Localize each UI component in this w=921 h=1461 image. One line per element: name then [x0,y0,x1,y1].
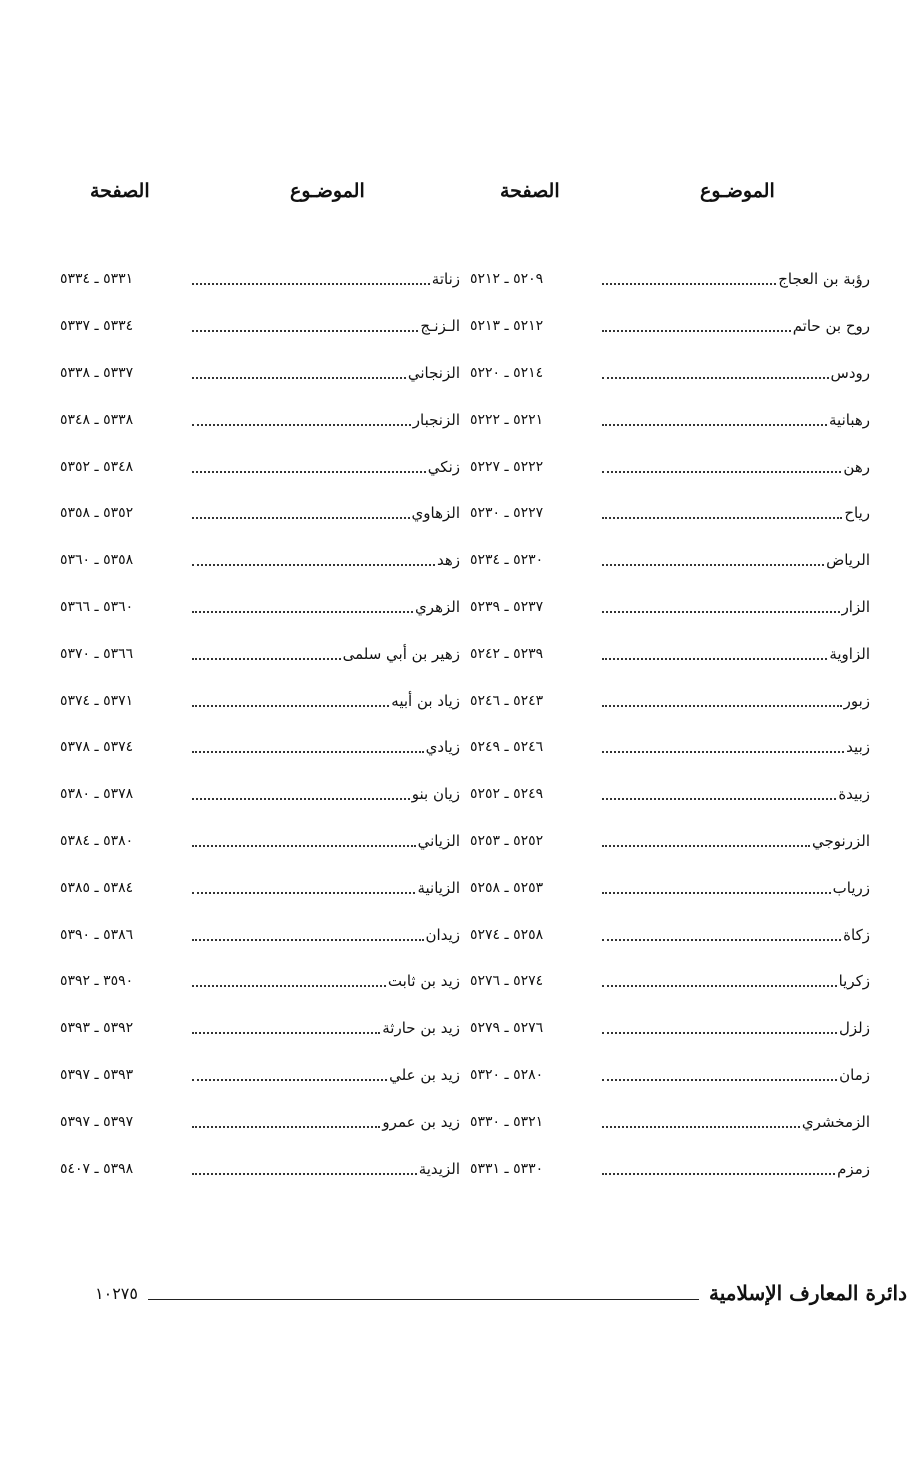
entry-pages: ٥٣٣٠ ـ ٥٣٣١ [470,1160,544,1177]
page-number: ١٠٢٧٥ [95,1283,138,1303]
entry-pages: ٥٢٠٩ ـ ٥٢١٢ [470,271,544,288]
entry-topic: الزنجبار [412,410,460,429]
entry-pages: ٥٣٧٨ ـ ٥٣٨٠ [60,786,134,803]
entry-topic: روح بن حاتم [792,317,870,336]
entry-pages: ٥٢٣٧ ـ ٥٢٣٩ [470,598,544,615]
index-entry [470,818,870,865]
index-entry [60,630,460,677]
dot-leader [602,471,841,473]
index-entry [60,818,460,865]
index-entry [470,537,870,584]
entry-pages: ٥٣٥٨ ـ ٥٣٦٠ [60,552,134,569]
entry-topic: الزنجاني [407,363,460,382]
index-entry [60,677,460,724]
dot-leader [192,705,389,707]
entry-topic: الزمخشري [801,1112,870,1131]
index-entry [60,303,460,350]
entry-pages: ٥٢٢١ ـ ٥٢٢٢ [470,411,544,428]
entry-pages: ٥٣٧٤ ـ ٥٣٧٨ [60,739,134,756]
index-entry [470,350,870,397]
dot-leader [602,1173,835,1175]
entry-topic: الزاوية [829,644,870,663]
entry-pages: ٥٢١٢ ـ ٥٢١٣ [470,318,544,335]
index-entry [60,958,460,1005]
entry-topic: الزار [841,597,870,616]
entry-topic: زنكي [427,457,460,476]
entry-topic: زهد [436,551,460,570]
dot-leader [602,798,836,800]
dot-leader [192,424,411,426]
dot-leader [602,751,844,753]
dot-leader [192,611,413,613]
entry-pages: ٥٢٥٣ ـ ٥٢٥٨ [470,879,544,896]
entry-pages: ٥٣٦٠ ـ ٥٣٦٦ [60,598,134,615]
entry-pages: ٥٣٢١ ـ ٥٣٣٠ [470,1113,544,1130]
index-entry [470,1005,870,1052]
index-entry [470,771,870,818]
entry-topic: زمزم [837,1159,870,1178]
entry-pages: ٥٣٩٣ ـ ٥٣٩٧ [60,1066,134,1083]
entry-pages: ٥٣٣٨ ـ ٥٣٤٨ [60,411,134,428]
entry-pages: ٥٢٥٢ ـ ٥٢٥٣ [470,832,544,849]
entry-pages: ٥٢٧٦ ـ ٥٢٧٩ [470,1020,544,1037]
entry-topic: الزيانية [417,878,460,897]
index-entry [470,911,870,958]
dot-leader [602,611,840,613]
entry-topic: رهن [843,457,870,476]
index-entry [470,1098,870,1145]
entry-pages: ٥٢٢٢ ـ ٥٢٢٧ [470,458,544,475]
entry-topic: زهير بن أبي سلمى [342,644,460,663]
entry-topic: زناتة [431,270,460,289]
index-entry [470,490,870,537]
index-entry [470,1052,870,1099]
dot-leader [602,564,824,566]
index-entry [60,1005,460,1052]
dot-leader [602,517,842,519]
dot-leader [602,658,827,660]
index-entry [470,864,870,911]
dot-leader [192,330,418,332]
index-entry [60,771,460,818]
footer-rule [148,1299,699,1300]
entry-pages: ٥٢٣٩ ـ ٥٢٤٢ [470,645,544,662]
entry-topic: زكاة [843,925,870,944]
entry-topic: الزهاوي [411,504,460,523]
index-entry [470,958,870,1005]
dot-leader [602,1032,837,1034]
entry-pages: ٥٢٧٤ ـ ٥٢٧٦ [470,973,544,990]
dot-leader [602,705,842,707]
entry-topic: زيد بن ثابت [387,972,460,991]
right-page-header: الصفحة [500,180,560,202]
entry-pages: ٥٣٥٢ ـ ٥٣٥٨ [60,505,134,522]
left-index-column [60,256,460,1192]
index-entry [60,256,460,303]
dot-leader [192,564,435,566]
entry-topic: رودس [830,363,870,382]
dot-leader [602,939,841,941]
index-entry [470,443,870,490]
entry-topic: الرياض [826,551,870,570]
index-entry [470,396,870,443]
index-entry [60,1052,460,1099]
index-entry [60,1098,460,1145]
dot-leader [192,471,426,473]
index-entry [470,724,870,771]
entry-pages: ٥٢٤٦ ـ ٥٢٤٩ [470,739,544,756]
entry-topic: زياد بن أبيه [391,691,460,710]
dot-leader [602,283,776,285]
left-topic-header: الموضـوع [290,180,365,202]
dot-leader [602,892,831,894]
entry-pages: ٥٣٨٠ ـ ٥٣٨٤ [60,832,134,849]
index-entry [470,584,870,631]
entry-topic: زبور [843,691,870,710]
entry-pages: ٥٣٣١ ـ ٥٣٣٤ [60,271,134,288]
entry-pages: ٥٢٨٠ ـ ٥٣٢٠ [470,1066,544,1083]
entry-pages: ٥٣٤٨ ـ ٥٣٥٢ [60,458,134,475]
index-entry [60,584,460,631]
dot-leader [192,939,424,941]
entry-topic: زيد بن علي [389,1065,460,1084]
entry-topic: الزهري [415,597,460,616]
index-entry [470,1145,870,1192]
dot-leader [602,985,837,987]
dot-leader [192,751,424,753]
entry-pages: ٥٢٤٩ ـ ٥٢٥٢ [470,786,544,803]
page-footer [95,1278,907,1308]
entry-topic: زيدان [425,925,460,944]
entry-pages: ٥٢٣٠ ـ ٥٢٣٤ [470,552,544,569]
dot-leader [602,1079,837,1081]
dot-leader [192,517,410,519]
entry-topic: الزيدية [418,1159,460,1178]
entry-pages: ٥٢٤٣ ـ ٥٢٤٦ [470,692,544,709]
dot-leader [602,845,810,847]
index-entry [60,1145,460,1192]
dot-leader [192,798,410,800]
index-entry [60,443,460,490]
entry-pages: ٥٣٩٢ ـ ٥٣٩٣ [60,1020,134,1037]
entry-pages: ٥٣٦٦ ـ ٥٣٧٠ [60,645,134,662]
dot-leader [192,1032,380,1034]
entry-topic: رياح [844,504,870,523]
dot-leader [192,377,406,379]
entry-topic: زيد بن عمرو [382,1112,460,1131]
entry-pages: ٥٣٨٤ ـ ٥٣٨٥ [60,879,134,896]
dot-leader [602,1126,800,1128]
entry-topic: زكريا [838,972,870,991]
right-topic-header: الموضـوع [700,180,775,202]
entry-pages: ٥٣٩٧ ـ ٥٣٩٧ [60,1113,134,1130]
entry-topic: زلزل [839,1019,870,1038]
dot-leader [192,1173,417,1175]
entry-topic: الـزنـج [420,317,460,336]
index-entry [60,490,460,537]
entry-pages: ٥٢٢٧ ـ ٥٢٣٠ [470,505,544,522]
footer-title: دائرة المعارف الإسلامية [709,1281,907,1305]
index-entry [470,256,870,303]
entry-pages: ٥٢٥٨ ـ ٥٢٧٤ [470,926,544,943]
dot-leader [192,985,386,987]
entry-pages: ٥٢١٤ ـ ٥٢٢٠ [470,364,544,381]
right-index-column [470,256,870,1192]
entry-topic: زيد بن حارثة [382,1019,460,1038]
index-entry [60,396,460,443]
entry-topic: رؤبة بن العجاج [778,270,870,289]
entry-pages: ٣٥٩٠ ـ ٥٣٩٢ [60,973,134,990]
entry-topic: الزرنوجي [812,831,870,850]
dot-leader [192,1126,380,1128]
entry-topic: رهبانية [829,410,870,429]
dot-leader [192,658,341,660]
dot-leader [192,283,430,285]
entry-pages: ٥٣٧١ ـ ٥٣٧٤ [60,692,134,709]
index-entry [470,677,870,724]
entry-pages: ٥٣٣٤ ـ ٥٣٣٧ [60,318,134,335]
dot-leader [192,892,415,894]
index-entry [60,864,460,911]
dot-leader [192,1079,387,1081]
entry-topic: زيان بنو [411,785,460,804]
dot-leader [602,377,829,379]
dot-leader [602,424,827,426]
index-entry [60,911,460,958]
index-entry [470,630,870,677]
entry-topic: زيادي [425,738,460,757]
entry-pages: ٥٣٣٧ ـ ٥٣٣٨ [60,364,134,381]
entry-pages: ٥٣٩٨ ـ ٥٤٠٧ [60,1160,134,1177]
index-entry [60,724,460,771]
entry-topic: زرياب [832,878,870,897]
index-entry [60,537,460,584]
entry-pages: ٥٣٨٦ ـ ٥٣٩٠ [60,926,134,943]
left-page-header: الصفحة [90,180,150,202]
dot-leader [192,845,416,847]
entry-topic: زبيد [846,738,870,757]
index-entry [470,303,870,350]
entry-topic: الزياني [417,831,460,850]
dot-leader [602,330,791,332]
index-entry [60,350,460,397]
entry-topic: زبيدة [838,785,870,804]
entry-topic: زمان [839,1065,870,1084]
